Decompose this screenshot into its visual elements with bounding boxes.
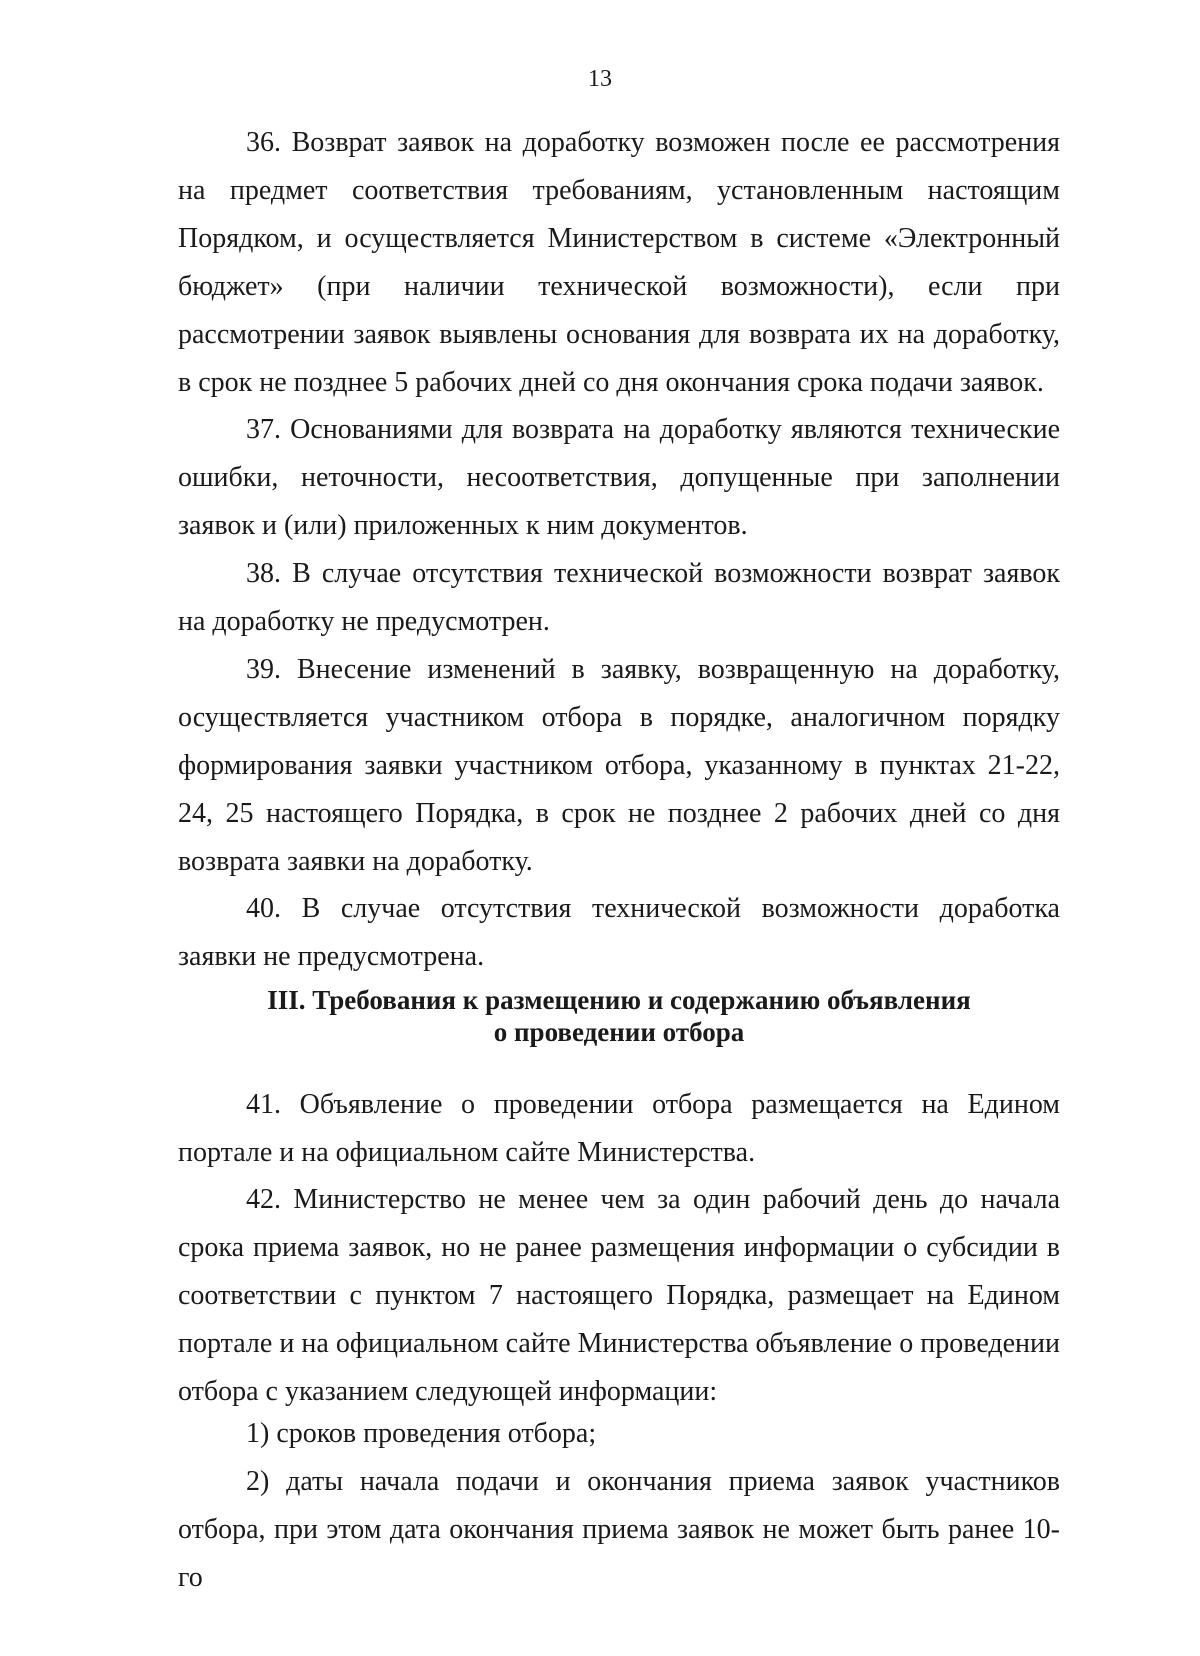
paragraph-37 — [178, 406, 1060, 550]
paragraph-42-text: 42. Министерство не менее чем за один рабочий день до начала срока приема заявок, но не ранее размещения информации о субсидии в соответствии с пунктом 7 настоящего Порядка, размещает на Едином портале и на официальном сайте Министерства объявление о проведении отбора с указанием следующей информации: — [178, 1184, 1060, 1407]
section-heading-line-1: III. Требования к размещению и содержанию объявления — [267, 985, 971, 1015]
paragraph-38-text: 38. В случае отсутствия технической возможности возврат заявок на доработку не предусмотрен. — [178, 558, 1060, 637]
section-heading-line-2: о проведении отбора — [493, 1017, 745, 1047]
section-heading — [178, 984, 1060, 1048]
paragraph-41-text: 41. Объявление о проведении отбора размещается на Едином портале и на официальном сайте Министерства. — [178, 1089, 1060, 1168]
paragraph-42 — [178, 1176, 1060, 1416]
page-number: 13 — [588, 66, 612, 92]
paragraph-41 — [178, 1081, 1060, 1177]
paragraph-38 — [178, 550, 1060, 646]
paragraph-37-text: 37. Основаниями для возврата на доработку являются технические ошибки, неточности, несоответствия, допущенные при заполнении заявок и (или) приложенных к ним документов. — [178, 414, 1060, 541]
paragraph-40 — [178, 885, 1060, 981]
paragraph-39-text: 39. Внесение изменений в заявку, возвращенную на доработку, осуществляется участником отбора в порядке, аналогичном порядку формирования заявки участником отбора, указанному в пунктах 21-22, 24, 25 настоящего Порядка, в срок не позднее 2 рабочих дней со дня возврата заявки на доработку. — [178, 654, 1060, 877]
paragraph-40-text: 40. В случае отсутствия технической возможности доработка заявки не предусмотрена. — [178, 893, 1060, 972]
list-item-1-text: 1) сроков проведения отбора; — [246, 1418, 597, 1449]
list-item-1 — [178, 1410, 1060, 1458]
list-item-2-text: 2) даты начала подачи и окончания приема заявок участников отбора, при этом дата окончания приема заявок не может быть ранее 10-го — [178, 1466, 1060, 1593]
paragraph-39 — [178, 646, 1060, 886]
list-item-2 — [178, 1458, 1060, 1602]
paragraph-36-text: 36. Возврат заявок на доработку возможен после ее рассмотрения на предмет соответствия требованиям, установленным настоящим Порядком, и осуществляется Министерством в системе «Электронный бюджет» (при наличии технической возможности), если при рассмотрении заявок выявлены основания для возврата их на доработку, в срок не позднее 5 рабочих дней со дня окончания срока подачи заявок. — [178, 127, 1060, 398]
paragraph-36 — [178, 119, 1060, 407]
